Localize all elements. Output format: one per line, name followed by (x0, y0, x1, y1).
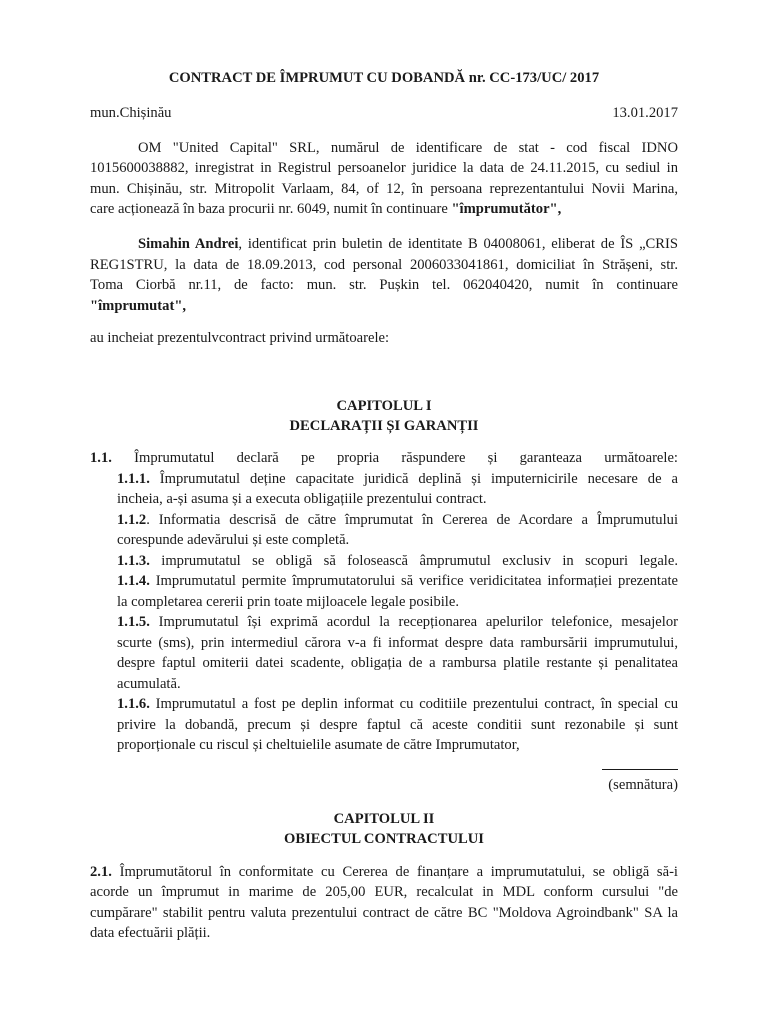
contract-title: CONTRACT DE ÎMPRUMUT CU DOBANDĂ nr. CC-173/UC/ 2017 (168, 70, 600, 86)
clause-2-1-line-2: acorde un împrumut in marime de 205,00 EUR, recalculat in MDL conform cursului "de (90, 884, 678, 900)
clause-1-1: 1.1. Împrumutatul declară pe propria răspundere și garanteaza următoarele: (90, 450, 678, 466)
borrower-line-3: Toma Ciorbă nr.11, de facto: mun. str. Pușkin tel. 062040420, numit în continuare (90, 277, 678, 293)
contract-date: 13.01.2017 (612, 105, 678, 121)
clause-1-1-5-line-3: despre faptul omiterii datei scadente, obligația de a rambursa platile restante și penalitatea (117, 655, 678, 671)
clause-1-1-1-line-2: incheia, a-și asuma și a executa obligațiile prezentului contract. (117, 491, 487, 507)
clause-1-1-2-line-2: corespunde adevărului și este completă. (117, 532, 350, 548)
lender-line-1: OM "United Capital" SRL, numărul de identificare de stat - cod fiscal IDNO (138, 140, 678, 156)
borrower-role: "împrumutat", (90, 298, 187, 314)
intro-line: au incheiat prezentulvcontract privind următoarele: (90, 330, 390, 346)
borrower-line-2: REG1STRU, la data de 18.09.2013, cod personal 2006033041861, domiciliat în Strășeni, str. (90, 257, 678, 273)
clause-1-1-5-line-4: acumulată. (117, 676, 181, 692)
clause-2-1-line-3: cumpărare" stabilit pentru valuta prezentului contract de către BC "Moldova Agroindbank" SA la (90, 905, 678, 921)
clause-2-1-line-1: 2.1. Împrumutătorul în conformitate cu Cererea de finanțare a imprumutatului, se obligă să-i (90, 864, 678, 880)
clause-1-1-4-line-2: la completarea cererii prin toate mijloacele legale posibile. (117, 594, 459, 610)
lender-line-4: care acționează în baza procurii nr. 6049, numit în continuare "împrumutător", (90, 201, 562, 217)
lender-line-2: 1015600038882, inregistrat in Registrul persoanelor juridice la data de 24.11.2015, cu sediul in (90, 160, 678, 176)
clause-1-1-6-line-2: privire la dobandă, precum și despre faptul că aceste conditii sunt rezonabile și sunt (117, 717, 678, 733)
signature-line (602, 769, 678, 770)
clause-1-1-5-line-2: scurte (sms), prin intermediul cărora v-a fi informat despre data rambursării imprumutului, (117, 635, 678, 651)
borrower-name: Simahin Andrei (138, 236, 239, 252)
clause-1-1-6-line-1: 1.1.6. Imprumutatul a fost pe deplin informat cu coditiile prezentului contract, în special cu (117, 696, 678, 712)
chapter-1-subheading: DECLARAȚII ȘI GARANȚII (289, 418, 479, 434)
clause-1-1-3: 1.1.3. imprumutatul se obligă să folosească âmprumutul exclusiv in scopuri legale. (117, 553, 678, 569)
clause-1-1-1-line-1: 1.1.1. Împrumutatul deține capacitate juridică deplină și imputernicirile necesare de a (117, 471, 678, 487)
clause-2-1-line-4: data efectuării plății. (90, 925, 211, 941)
place: mun.Chișinău (90, 105, 172, 121)
chapter-2-subheading: OBIECTUL CONTRACTULUI (284, 831, 484, 847)
lender-line-3: mun. Chișinău, str. Mitropolit Varlaam, 84, of 12, în persoana reprezentantului Novii Marina, (90, 181, 678, 197)
clause-1-1-4-line-1: 1.1.4. Imprumutatul permite împrumutatorului să verifice veridicitatea informației prezentate (117, 573, 678, 589)
lender-role: "împrumutător", (451, 201, 562, 217)
signature-label: (semnătura) (608, 777, 678, 793)
clause-1-1-5-line-1: 1.1.5. Imprumutatul își exprimă acordul la recepționarea apelurilor telefonice, mesajelor (117, 614, 678, 630)
clause-1-1-6-line-3: proporționale cu riscul și cheltuielile asumate de către Imprumutator, (117, 737, 520, 753)
borrower-line-1: Simahin Andrei, identificat prin buletin de identitate B 04008061, eliberat de ÎS „CRIS (138, 236, 678, 252)
clause-1-1-2-line-1: 1.1.2. Informatia descrisă de către împrumutat în Cererea de Acordare a Împrumutului (117, 512, 678, 528)
chapter-1-heading: CAPITOLUL I (336, 398, 432, 414)
chapter-2-heading: CAPITOLUL II (333, 811, 435, 827)
